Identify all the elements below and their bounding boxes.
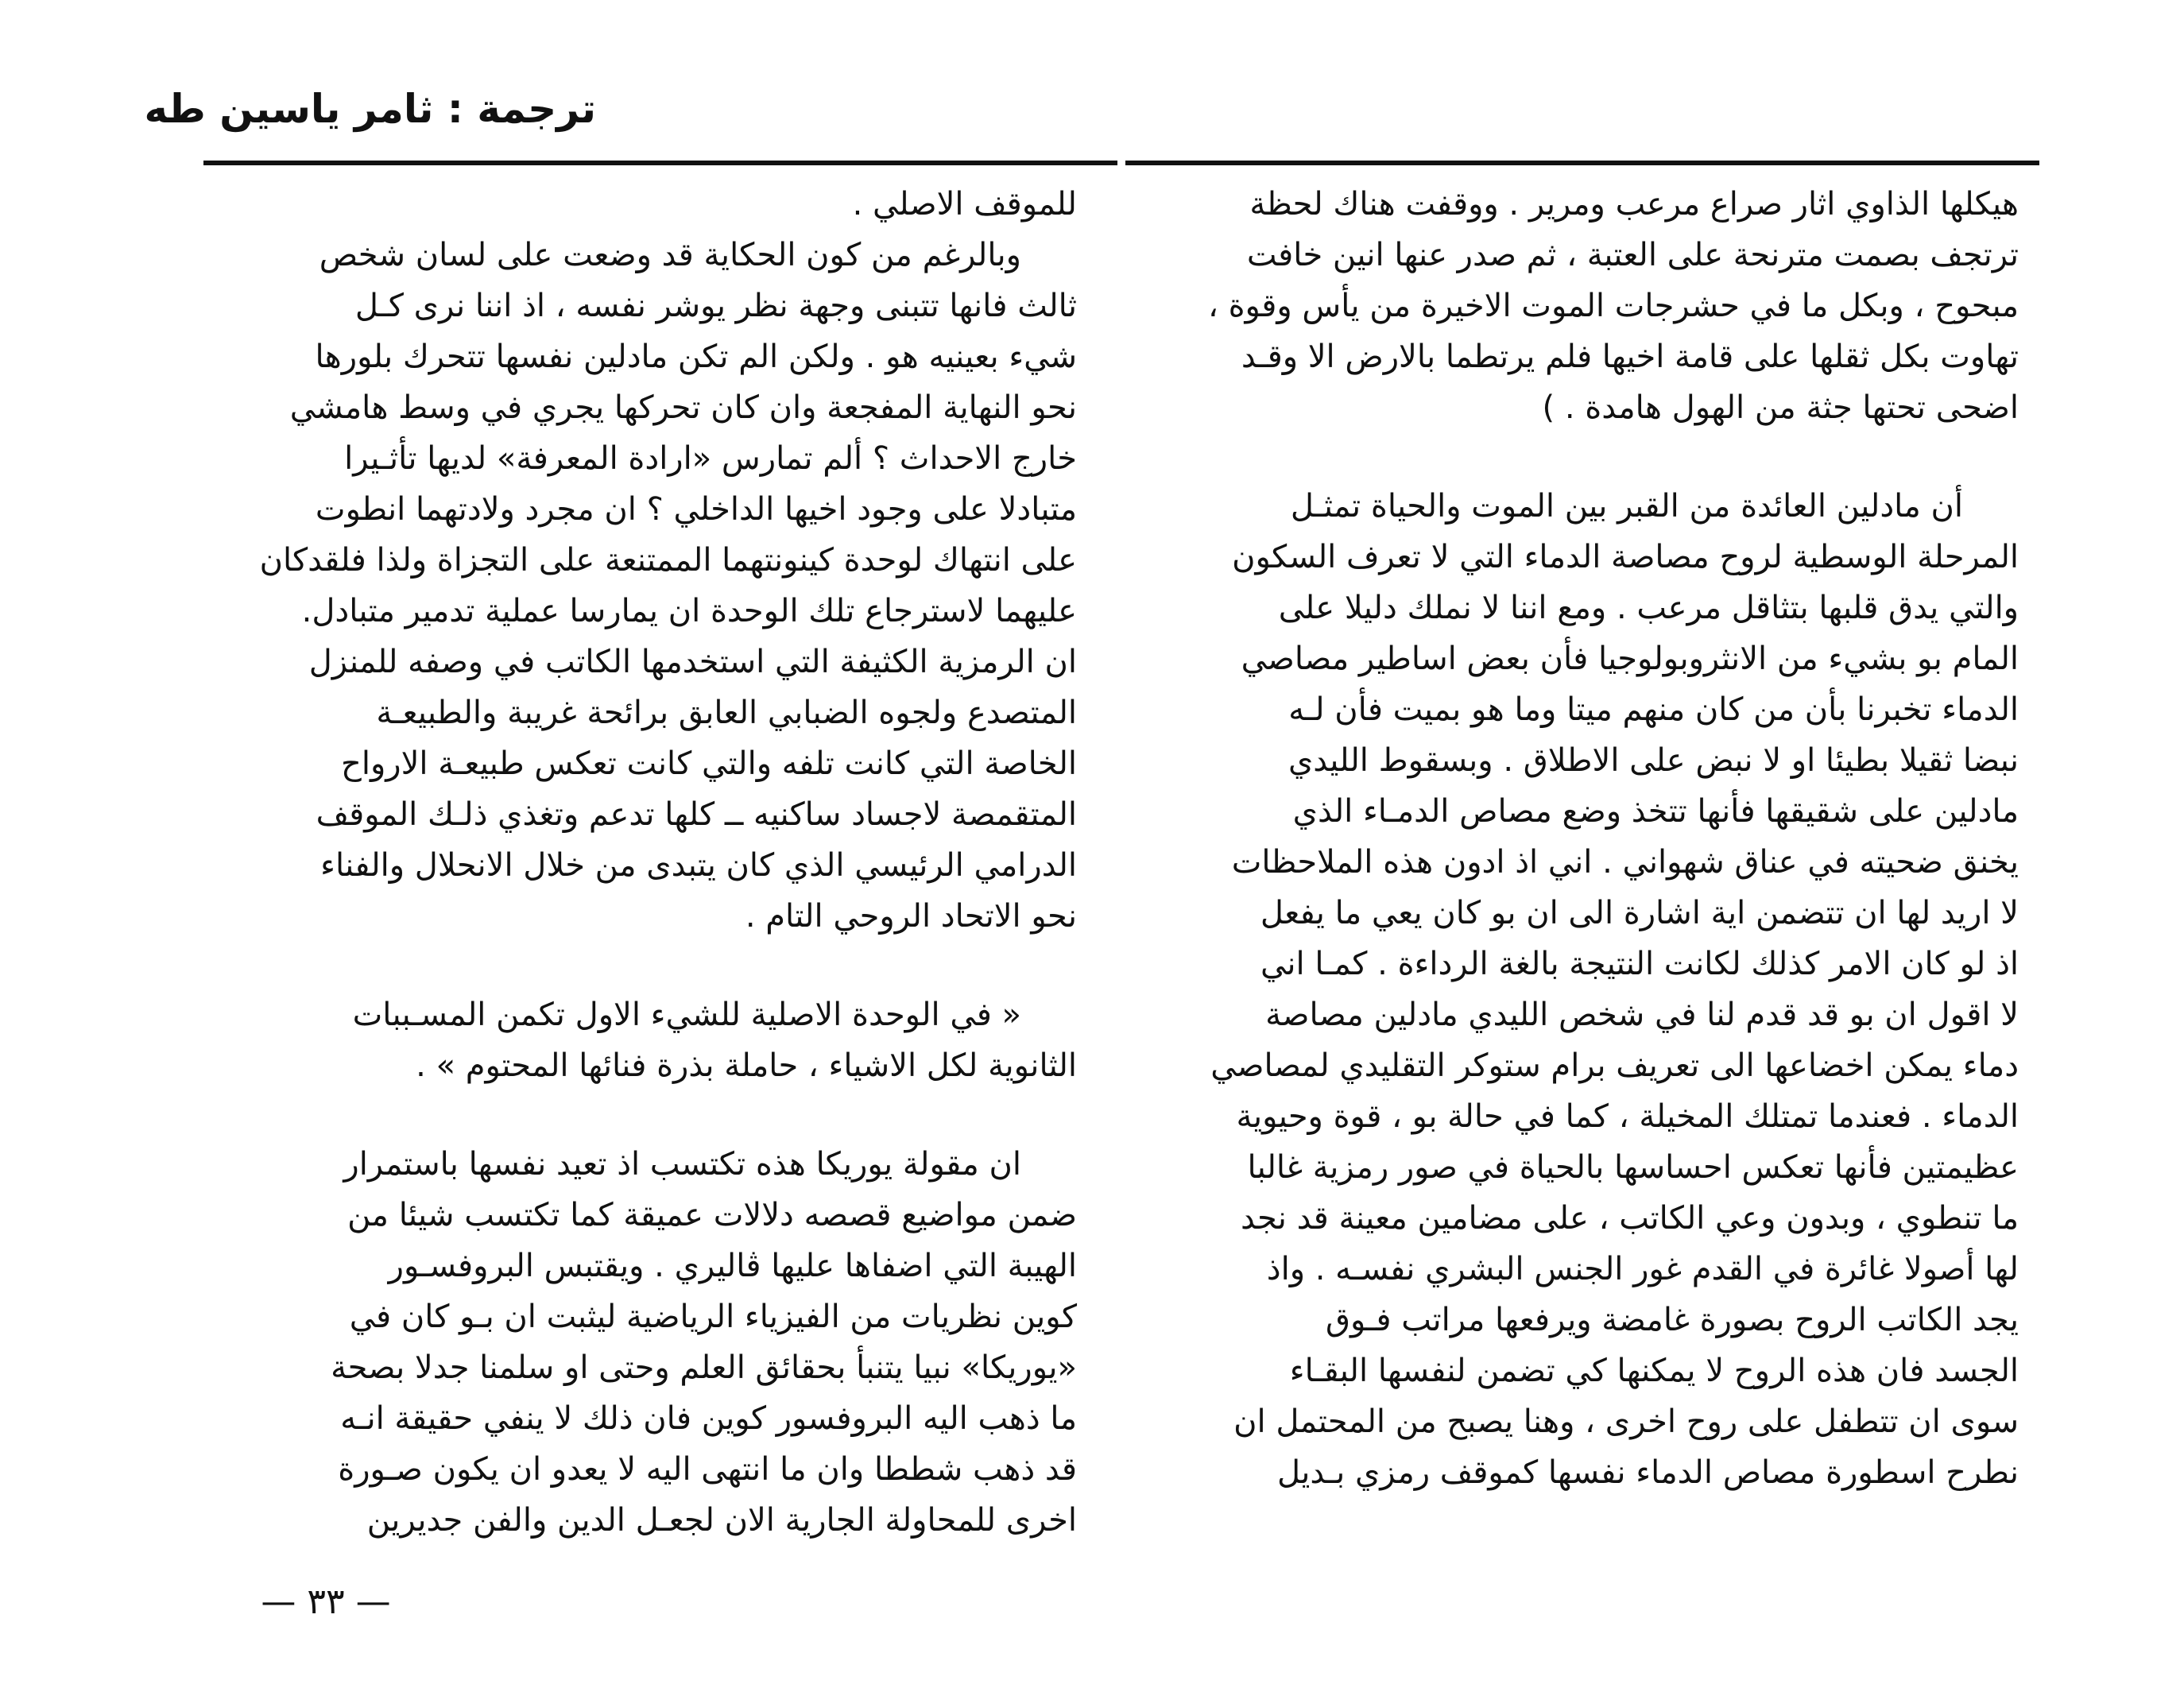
text-line: مادلين على شقيقها فأنها تتخذ وضع مصاص الدمـاء الذي (1292, 793, 2019, 830)
text-line: شيء بعينيه هو . ولكن الم تكن مادلين نفسها تتحرك بلورها (315, 339, 1077, 375)
text-line: عظيمتين فأنها تعكس احساسها بالحياة في صور رمزية غالبا (1247, 1149, 2019, 1186)
text-line: والتي يدق قلبها بتثاقل مرعب . ومع اننا لا نملك دليلا على (1278, 590, 2019, 626)
paragraph-gap (203, 942, 1077, 989)
text-line: ان مقولة يوريكا هذه تكتسب اذ تعيد نفسها باستمرار (343, 1146, 1021, 1183)
left-paragraph-2 (203, 230, 1077, 942)
left-quote (203, 989, 1077, 1091)
text-line: اذ لو كان الامر كذلك لكانت النتيجة بالغة الرداءة . كمـا اني (1260, 946, 2019, 982)
text-line: دماء يمكن اخضاعها الى تعريف برام ستوكر التقليدي لمصاصي (1210, 1047, 2019, 1084)
text-line: تهاوت بكل ثقلها على قامة اخيها فلم يرتطما بالارض الا وقـد (1241, 339, 2019, 375)
text-line: قد ذهب شططا وان ما انتهى اليه لا يعدو ان يكون صـورة (338, 1451, 1077, 1488)
text-line: الدرامي الرئيسي الذي كان يتبدى من خلال الانحلال والفناء (320, 847, 1077, 884)
header-rule-left (203, 161, 1117, 165)
text-line: المام بو بشيء من الانثروبولوجيا فأن بعض اساطير مصاصي (1241, 641, 2019, 677)
text-line: « في الوحدة الاصلية للشيء الاول تكمن المسـببات (352, 997, 1021, 1033)
text-line: لا اقول ان بو قد قدم لنا في شخص الليدي مادلين مصاصة (1265, 997, 2019, 1033)
right-paragraph-1 (1144, 179, 2019, 433)
text-line: كوين نظريات من الفيزياء الرياضية ليثبت ان بـو كان في (349, 1299, 1077, 1335)
text-line: هيكلها الذاوي اثار صراع مرعب ومرير . ووقفت هناك لحظة (1249, 186, 2019, 223)
header-rule-right (1125, 161, 2039, 165)
text-line: ثالث فانها تتبنى وجهة نظر يوشر نفسه ، اذ اننا نرى كـل (354, 288, 1077, 324)
paragraph-gap (1144, 433, 2019, 481)
text-line: خارج الاحداث ؟ ألم تمارس «ارادة المعرفة» لديها تأثـيرا (344, 440, 1077, 477)
text-line: لها أصولا غائرة في القدم غور الجنس البشري نفسـه . واذ (1266, 1251, 2019, 1287)
text-line: اخرى للمحاولة الجارية الان لجعـل الدين والفن جديرين (366, 1502, 1077, 1539)
text-line: نحو الاتحاد الروحي التام . (745, 898, 1077, 935)
right-paragraph-2 (1144, 481, 2019, 1498)
text-line: الجسد فان هذه الروح لا يمكنها كي تضمن لنفسها البقـاء (1289, 1353, 2019, 1389)
text-line: ما ذهب اليه البروفسور كوين فان ذلك لا ينفي حقيقة انـه (340, 1400, 1077, 1437)
text-line: اضحى تحتها جثة من الهول هامدة . ) (1542, 389, 2019, 426)
text-line: سوى ان تتطفل على روح اخرى ، وهنا يصبح من المحتمل ان (1233, 1403, 2019, 1440)
text-line: المتقمصة لاجساد ساكنيه ــ كلها تدعم وتغذي ذلـك الموقف (316, 796, 1077, 833)
text-line: للموقف الاصلي . (852, 186, 1077, 223)
left-column (203, 179, 1077, 1546)
text-line: يخنق ضحيته في عناق شهواني . اني اذ ادون هذه الملاحظات (1231, 844, 2019, 881)
text-line: ضمن مواضيع قصصه دلالات عميقة كما تكتسب شيئا من (347, 1197, 1077, 1233)
text-line: ما تنطوي ، وبدون وعي الكاتب ، على مضامين معينة قد نجد (1240, 1200, 2019, 1237)
text-line: مبحوح ، وبكل ما في حشرجات الموت الاخيرة من يأس وقوة ، (1207, 288, 2019, 324)
text-line: نبضا ثقيلا بطيئا او لا نبض على الاطلاق . وبسقوط الليدي (1288, 742, 2019, 779)
text-line: وبالرغم من كون الحكاية قد وضعت على لسان شخص (319, 237, 1021, 273)
text-line: يجد الكاتب الروح بصورة غامضة ويرفعها مراتب فـوق (1326, 1302, 2019, 1338)
page-number: — ٣٣ — (261, 1582, 391, 1622)
text-line: ان الرمزية الكثيفة التي استخدمها الكاتب في وصفه للمنزل (308, 644, 1077, 680)
right-column (1144, 179, 2019, 1498)
text-line: المتصدع ولجوه الضبابي العابق برائحة غريبة والطبيعـة (376, 695, 1077, 731)
text-line: أن مادلين العائدة من القبر بين الموت والحياة تمثـل (1290, 488, 1963, 525)
text-line: لا اريد لها ان تتضمن اية اشارة الى ان بو كان يعي ما يفعل (1260, 895, 2019, 931)
text-line: نطرح اسطورة مصاص الدماء نفسها كموقف رمزي بـديل (1276, 1454, 2019, 1491)
text-line: الدماء . فعندما تمتلك المخيلة ، كما في حالة بو ، قوة وحيوية (1236, 1098, 2019, 1135)
text-line: نحو النهاية المفجعة وان كان تحركها يجري في وسط هامشي (289, 389, 1077, 426)
text-line: «يوريكا» نبيا يتنبأ بحقائق العلم وحتى او سلمنا جدلا بصحة (331, 1349, 1077, 1386)
text-line: الخاصة التي كانت تلفه والتي كانت تعكس طبيعـة الارواح (341, 745, 1077, 782)
text-line: الهيبة التي اضفاها عليها ڤاليري . ويقتبس البروفسـور (388, 1248, 1077, 1284)
page-header-title: ترجمة : ثامر ياسين طه (144, 86, 596, 132)
text-line: المرحلة الوسطية لروح مصاصة الدماء التي لا تعرف السكون (1232, 539, 2019, 575)
left-paragraph-1 (203, 179, 1077, 230)
text-line: عليهما لاسترجاع تلك الوحدة ان يمارسا عملية تدمير متبادل. (301, 593, 1077, 629)
text-line: الدماء تخبرنا بأن من كان منهم ميتا وما هو بميت فأن لـه (1288, 691, 2019, 728)
paragraph-gap (203, 1091, 1077, 1139)
text-line: متبادلا على وجود اخيها الداخلي ؟ ان مجرد ولادتهما انطوت (315, 491, 1077, 528)
left-paragraph-3 (203, 1139, 1077, 1546)
text-line: الثانوية لكل الاشياء ، حاملة بذرة فنائها المحتوم » . (416, 1047, 1077, 1084)
text-line: على انتهاك لوحدة كينونتهما الممتنعة على التجزاة ولذا فلقدكان (259, 542, 1077, 579)
text-line: ترتجف بصمت مترنحة على العتبة ، ثم صدر عنها انين خافت (1246, 237, 2019, 273)
